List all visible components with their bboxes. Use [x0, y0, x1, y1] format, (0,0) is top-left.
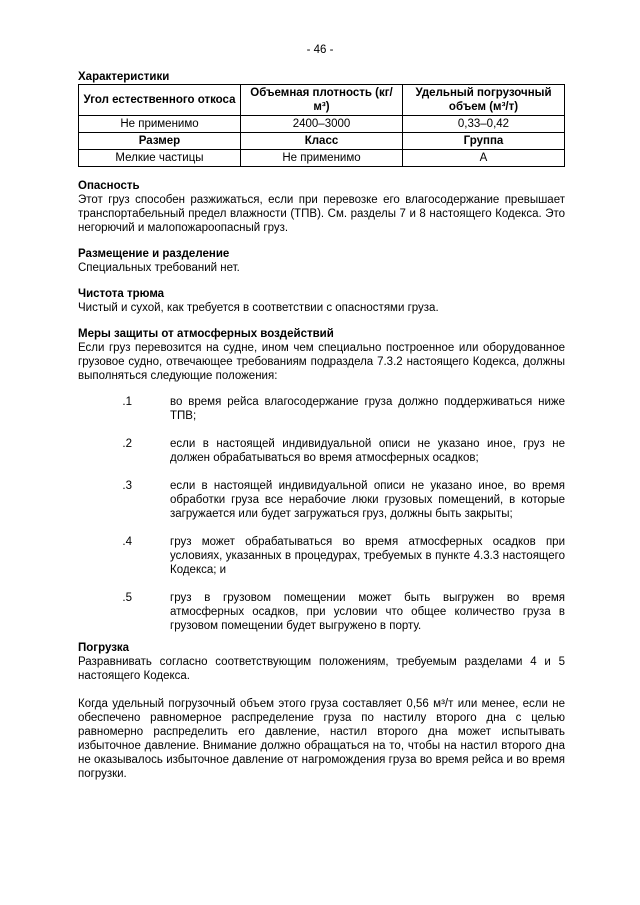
list-item [78, 437, 565, 465]
list-item [78, 591, 565, 633]
list-item-text: во время рейса влагосодержание груза должно поддерживаться ниже ТПВ; [170, 396, 565, 422]
table-cell: Не применимо [79, 116, 241, 133]
table-header-cell: Объемная плотность (кг/м³) [241, 85, 403, 116]
list-item-number: .3 [122, 480, 132, 492]
hold-section [78, 287, 565, 315]
table-row [79, 150, 565, 167]
weather-heading: Меры защиты от атмосферных воздействий [78, 328, 334, 340]
hold-heading: Чистота трюма [78, 288, 165, 300]
weather-section [78, 327, 565, 633]
list-item-number: .5 [122, 592, 132, 604]
list-item [78, 535, 565, 577]
table-row [79, 85, 565, 116]
list-item-text: если в настоящей индивидуальной описи не указано иное, груз не должен обрабатываться во время атмосферных осадков; [170, 438, 565, 464]
table-cell: 0,33–0,42 [403, 116, 565, 133]
list-item-number: .4 [122, 536, 132, 548]
table-row [79, 133, 565, 150]
hazard-section [78, 179, 565, 235]
stowage-section [78, 247, 565, 275]
table-header-cell: Угол естественного откоса [79, 85, 241, 116]
table-cell: Мелкие частицы [79, 150, 241, 167]
table-header-cell: Размер [79, 133, 241, 150]
table-cell: A [403, 150, 565, 167]
table-row [79, 116, 565, 133]
list-item [78, 479, 565, 521]
list-item-text: если в настоящей индивидуальной описи не указано иное, во время обработки груза все нерабочие люки грузовых помещений, в которые загружается или будет загружаться груз, должны быть закрыты; [170, 480, 565, 520]
list-item-number: .2 [122, 438, 132, 450]
characteristics-table [78, 84, 565, 167]
table-header-cell: Удельный погрузочный объем (м³/т) [403, 85, 565, 116]
weather-list [78, 395, 565, 633]
list-item-text: груз в грузовом помещении может быть выгружен во время атмосферных осадков, при условии что общее количество груза в грузовом помещении будет выгружено в порту. [170, 592, 565, 632]
table-header-cell: Класс [241, 133, 403, 150]
page-content [78, 70, 565, 781]
weather-text: Если груз перевозится на судне, ином чем специально построенное или оборудованное грузовое судно, отвечающее требованиям подраздела 7.3.2 настоящего Кодекса, должны выполняться следующие положения: [78, 342, 565, 382]
hazard-text: Этот груз способен разжижаться, если при перевозке его влагосодержание превышает транспортабельный предел влажности (ТПВ). См. разделы 7 и 8 настоящего Кодекса. Это негорючий и малопожароопасный груз. [78, 194, 565, 234]
list-item [78, 395, 565, 423]
page-number: - 46 - [306, 44, 334, 56]
table-header-cell: Группа [403, 133, 565, 150]
hazard-heading: Опасность [78, 180, 140, 192]
characteristics-heading: Характеристики [78, 71, 170, 83]
loading-text-2: Когда удельный погрузочный объем этого груза составляет 0,56 м³/т или менее, если не обеспечено равномерное распределение груза по настилу второго дна с целью равномерно распределить его давление, настил второго дна может испытывать избыточное давление. Внимание должно обращаться на то, чтобы на настил второго дна не оказывалось избыточное давление от нагромождения груза во время рейса и во время погрузки. [78, 698, 565, 780]
loading-heading: Погрузка [78, 642, 130, 654]
table-cell: 2400–3000 [241, 116, 403, 133]
hold-text: Чистый и сухой, как требуется в соответствии с опасностями груза. [78, 302, 439, 314]
loading-section [78, 641, 565, 781]
stowage-heading: Размещение и разделение [78, 248, 230, 260]
stowage-text: Специальных требований нет. [78, 262, 240, 274]
table-cell: Не применимо [241, 150, 403, 167]
loading-text-1: Разравнивать согласно соответствующим положениям, требуемым разделами 4 и 5 настоящего Кодекса. [78, 656, 565, 682]
list-item-number: .1 [122, 396, 132, 408]
list-item-text: груз может обрабатываться во время атмосферных осадков при условиях, указанных в процедурах, требуемых в пункте 4.3.3 настоящего Кодекса; и [170, 536, 565, 576]
